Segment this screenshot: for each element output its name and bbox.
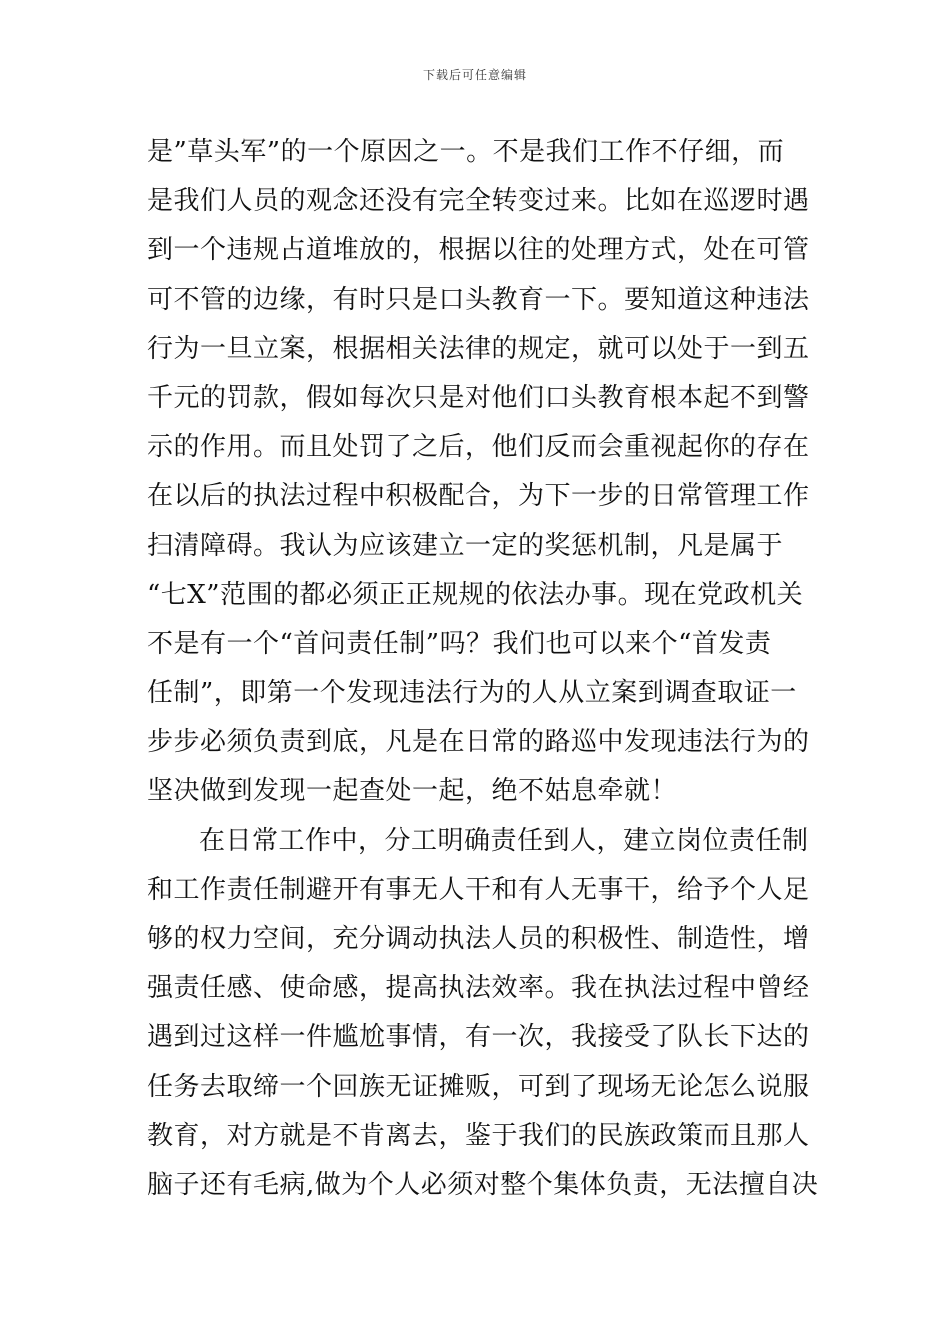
page-header: 下载后可任意编辑 xyxy=(422,68,527,82)
text-line: 教育，对方就是不肯离去，鉴于我们的民族政策而且那人 xyxy=(147,1120,810,1151)
text-line: 可不管的边缘，有时只是口头教育一下。要知道这种违法 xyxy=(147,284,810,315)
text-line: 示的作用。而且处罚了之后，他们反而会重视起你的存在 xyxy=(147,432,810,463)
text-line: 和工作责任制避开有事无人干和有人无事干，给予个人足 xyxy=(147,874,810,905)
text-line: 遇到过这样一件尴尬事情，有一次，我接受了队长下达的 xyxy=(147,1022,810,1053)
text-line: 到一个违规占道堆放的，根据以往的处理方式，处在可管 xyxy=(147,235,810,266)
text-line: 任务去取缔一个回族无证摊贩，可到了现场无论怎么说服 xyxy=(147,1071,810,1102)
paragraph-1 xyxy=(147,128,810,817)
text-line: 步步必须负责到底，凡是在日常的路巡中发现违法行为的 xyxy=(147,727,810,758)
text-line: 任制”，即第一个发现违法行为的人从立案到调查取证一 xyxy=(147,678,797,709)
paragraph-2 xyxy=(147,817,819,1211)
text-line: 行为一旦立案，根据相关法律的规定，就可以处于一到五 xyxy=(147,333,810,364)
text-line-indented: 在日常工作中，分工明确责任到人，建立岗位责任制 xyxy=(199,825,809,856)
text-line: 不是有一个“首问责任制”吗？我们也可以来个“首发责 xyxy=(147,628,772,659)
document-body xyxy=(147,128,819,1210)
text-line: 坚决做到发现一起查处一起，绝不姑息牵就！ xyxy=(147,776,678,807)
text-line: 脑子还有毛病,做为个人必须对整个集体负责，无法擅自决 xyxy=(147,1169,819,1200)
text-line: 在以后的执法过程中积极配合，为下一步的日常管理工作 xyxy=(147,481,810,512)
text-line: “七X”范围的都必须正正规规的依法办事。现在党政机关 xyxy=(147,579,804,610)
text-line: 扫清障碍。我认为应该建立一定的奖惩机制，凡是属于 xyxy=(147,530,784,561)
text-line: 够的权力空间，充分调动执法人员的积极性、制造性，增 xyxy=(147,924,810,954)
text-line: 是”草头军”的一个原因之一。不是我们工作不仔细，而 xyxy=(147,137,785,167)
text-line: 强责任感、使命感，提高执法效率。我在执法过程中曾经 xyxy=(147,973,810,1004)
text-line: 千元的罚款，假如每次只是对他们口头教育根本起不到警 xyxy=(147,382,810,413)
text-line: 是我们人员的观念还没有完全转变过来。比如在巡逻时遇 xyxy=(147,186,810,217)
